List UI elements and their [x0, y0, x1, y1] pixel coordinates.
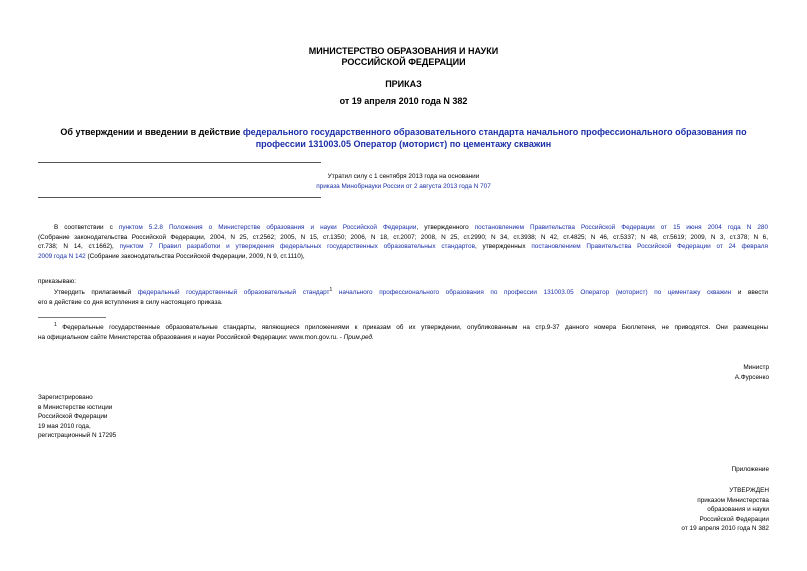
document-type: ПРИКАЗ [385, 79, 422, 89]
order-text-c: его в действие со дня вступления в силу настоящего приказа. [38, 298, 223, 306]
footnote-mark: 1 [54, 322, 57, 328]
registration-line5: регистрационный N 17295 [38, 432, 117, 439]
appendix-label: Приложение [731, 466, 769, 473]
order-text-b: и ввести [731, 289, 768, 297]
document-date-number: от 19 апреля 2010 года N 382 [339, 96, 468, 106]
footnote [38, 321, 768, 342]
title-profession-link[interactable]: профессии 131003.05 Оператор (моторист) по цементажу скважин [255, 139, 552, 149]
signature-name: А.Фурсенко [734, 373, 769, 381]
preamble-text-b: , утвержденного [416, 224, 475, 231]
preamble-text-d: ст.738; N 14, ст.1662), [38, 243, 120, 250]
footnote-text-a: Федеральные государственные образовательные стандарты, являющиеся приложениями к приказам об их утверждении, опубликованным на стр.9-37 данного номера Бюллетеня, не приводятся. Они размещены [56, 324, 768, 332]
profession-standard-link[interactable]: начального профессионального образования по профессии 131003.05 Оператор (моторист) по цементажу скважин [332, 289, 732, 297]
footnote-ref[interactable]: 1 [329, 287, 333, 293]
preamble-text-e: , утвержденных [474, 243, 532, 250]
title-standard-link[interactable]: федерального государственного образовательного стандарта начального профессионального образования по [242, 127, 747, 137]
footnote-text-b: на официальном сайте Министерства образования и науки Российской Федерации: www.mon.gov.ru. - [38, 333, 344, 341]
registration-line1: Зарегистрировано [38, 394, 93, 401]
order-paragraph [38, 286, 768, 307]
divider-top [38, 162, 321, 163]
status-text: Утратил силу с 1 сентября 2013 года на основании [327, 173, 480, 180]
status-note [260, 172, 547, 191]
order-word: приказываю: [38, 278, 76, 285]
preamble-text-a: В соответствии с [54, 224, 119, 231]
registration-line4: 19 мая 2010 года, [38, 422, 91, 430]
footnote-editor-note: Прим.ред. [343, 333, 374, 341]
standards-rules-link[interactable]: пунктом 7 Правил разработки и утверждения федеральных государственных образовательных стандартов [119, 243, 475, 250]
approval-word: УТВЕРЖДЕН [729, 487, 769, 494]
preamble-text-f: (Собрание законодательства Российской Федерации, 2009, N 9, ст.1110), [85, 252, 305, 260]
approval-line4: от 19 апреля 2010 года N 382 [681, 525, 769, 532]
order-text-a: Утвердить прилагаемый [54, 289, 138, 297]
preamble-text-c: (Собрание законодательства Российской Федерации, 2004, N 25, ст.2562; 2005, N 15, ст.1350; 2006, N 18, ст.2007; 2008, N 25, ст.2990; N 34, ст.3938; N 42, ст.4825; N 46, ст.5337; N 48, ст.5619; 2009, N 3, ст.378; N 6, [38, 233, 768, 241]
document-title [40, 126, 767, 150]
government-decree-142-link-a[interactable]: постановлением Правительства Российской Федерации от 24 февраля [531, 243, 768, 250]
divider-bottom [38, 197, 321, 198]
approval-line3: Российской Федерации [699, 515, 769, 523]
government-decree-142-link-b[interactable]: 2009 года N 142 [38, 252, 86, 260]
fgos-link[interactable]: федеральный государственный образовательный стандарт [137, 289, 330, 297]
signature-block [569, 363, 769, 382]
government-decree-280-link[interactable]: постановлением Правительства Российской Федерации от 15 июня 2004 года N 280 [474, 224, 769, 231]
approval-block [569, 486, 769, 534]
ministry-name-line1: МИНИСТЕРСТВО ОБРАЗОВАНИЯ И НАУКИ [308, 46, 499, 56]
regulation-clause-link[interactable]: пунктом 5.2.8 Положения о Министерстве образования и науки Российской Федерации [118, 224, 417, 231]
repeal-order-link[interactable]: приказа Минобрнауки России от 2 августа 2013 года N 707 [316, 182, 491, 190]
ministry-name-line2: РОССИЙСКОЙ ФЕДЕРАЦИИ [341, 57, 466, 67]
footnote-divider [38, 317, 106, 318]
preamble-paragraph [38, 223, 768, 261]
approval-line1: приказом Министерства [697, 496, 769, 504]
registration-block [38, 393, 238, 441]
approval-line2: образования и науки [707, 506, 769, 513]
title-prefix: Об утверждении и введении в действие [60, 127, 243, 137]
signature-position: Министр [743, 364, 769, 371]
registration-line2: в Министерстве юстиции [38, 403, 113, 411]
registration-line3: Российской Федерации [38, 413, 108, 420]
